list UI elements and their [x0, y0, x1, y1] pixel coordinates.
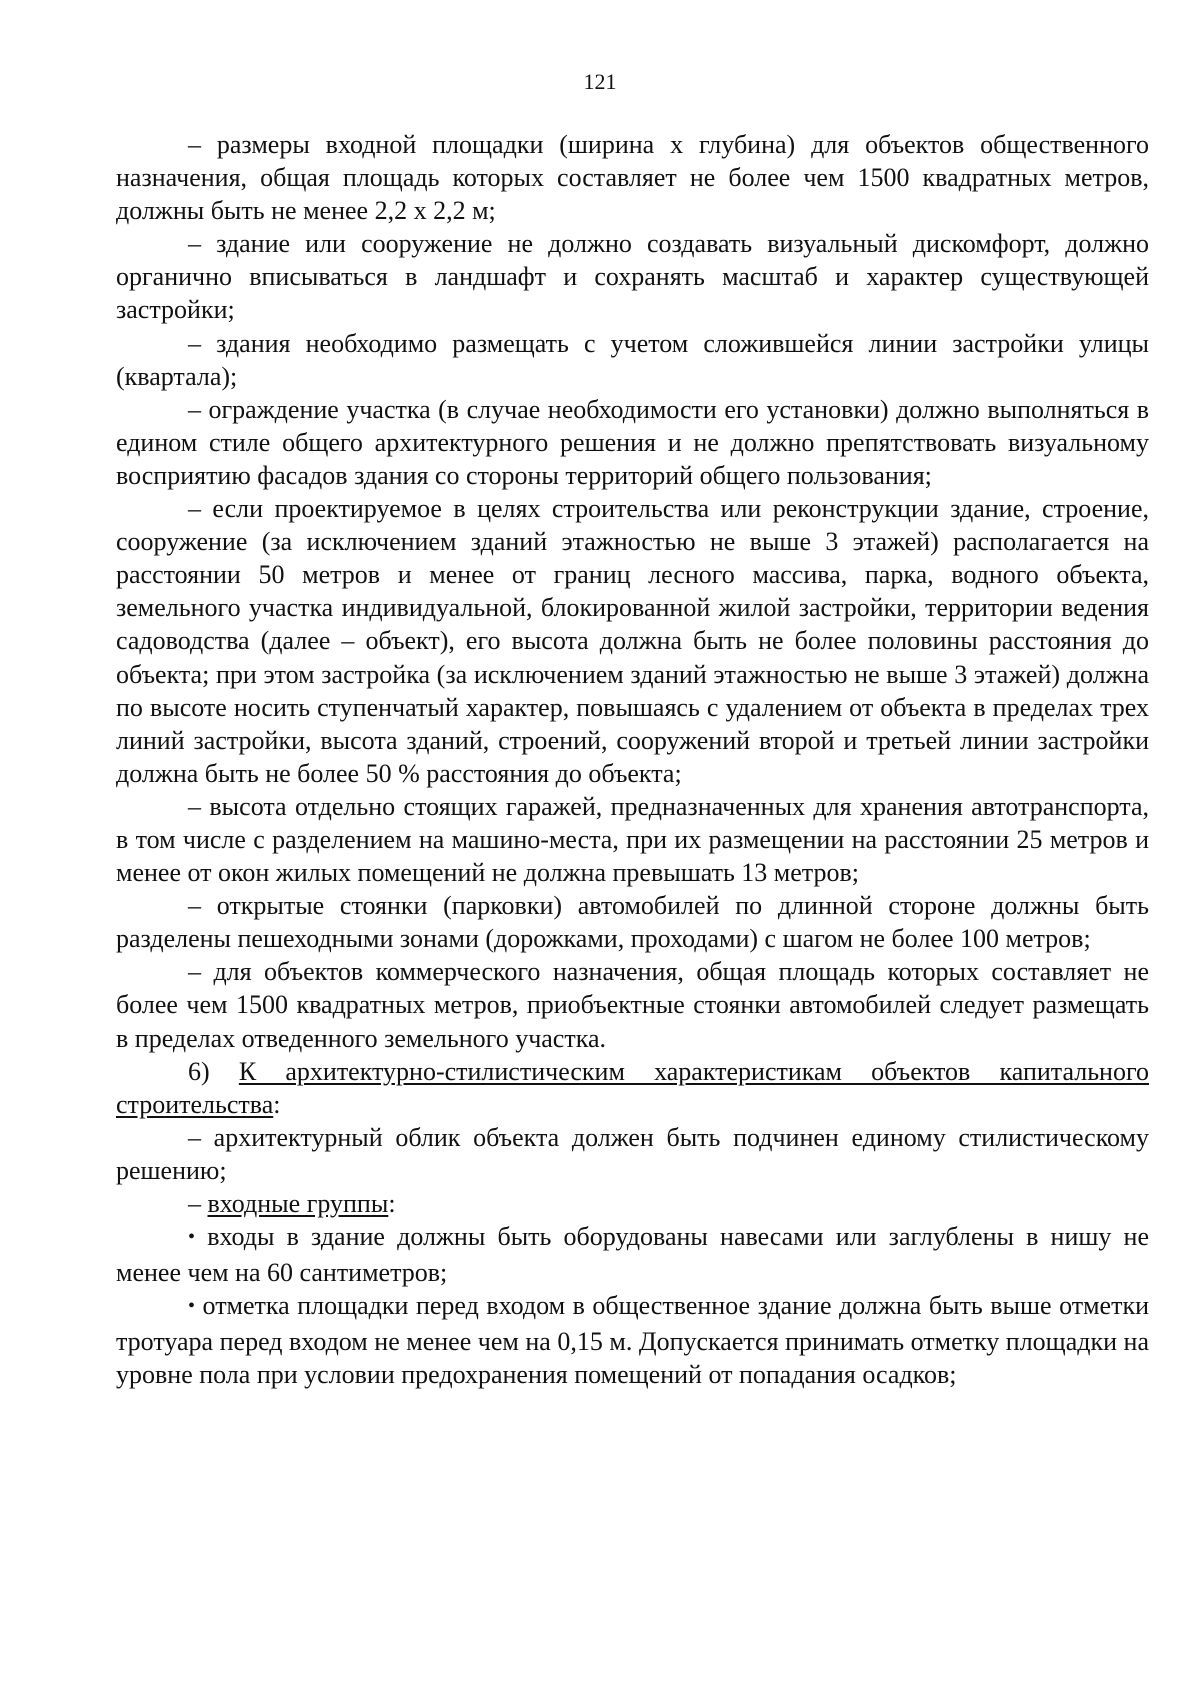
paragraph-fencing: – ограждение участка (в случае необходимости его установки) должно выполняться в едином стиле общего архитектурного решения и не должно препятствовать визуальному восприятию фасадов здания со стороны территорий общего пользования;	[116, 394, 1149, 490]
bullet-icon: •	[188, 1295, 196, 1318]
section-6-colon: :	[273, 1089, 281, 1119]
paragraph-height-limit: – если проектируемое в целях строительства или реконструкции здание, строение, сооружение (за исключением зданий этажностью не выше 3 этажей) располагается на расстоянии 50 метров и менее от границ лесного массива, парка, водного объекта, земельного участка индивидуальной, блокированной жилой застройки, территории ведения садоводства (далее – объект), его высота должна быть не более половины расстояния до объекта; при этом застройка (за исключением зданий этажностью не выше 3 этажей) должна по высоте носить ступенчатый характер, повышаясь с удалением от объекта в пределах трех линий застройки, высота зданий, строений, сооружений второй и третьей линии застройки должна быть не более 50 % расстояния до объекта;	[116, 494, 1149, 788]
bullet-item-canopies	[116, 1220, 1149, 1289]
bullet-item-platform-level	[116, 1289, 1149, 1391]
paragraph-commercial-parking: – для объектов коммерческого назначения, общая площадь которых составляет не более чем 1500 квадратных метров, приобъектные стоянки автомобилей следует размещать в пределах отведенного земельного участка.	[116, 957, 1149, 1053]
section-6-title: К архитектурно-стилистическим характеристикам объектов капитального строительства	[116, 1056, 1149, 1119]
section-6-number: 6)	[188, 1056, 239, 1086]
page-number: 121	[583, 69, 617, 94]
section-6-heading	[116, 1055, 1149, 1121]
paragraph-visual-comfort: – здание или сооружение не должно создавать визуальный дискомфорт, должно органично вписываться в ландшафт и сохранять масштаб и характер существующей застройки;	[116, 229, 1149, 325]
paragraph-garages: – высота отдельно стоящих гаражей, предназначенных для хранения автотранспорта, в том числе с разделением на машино-места, при их размещении на расстоянии 25 метров и менее от окон жилых помещений не должна превышать 13 метров;	[116, 791, 1149, 888]
bullet-icon: •	[188, 1226, 196, 1249]
paragraph-architectural-style: – архитектурный облик объекта должен быть подчинен единому стилистическому решению;	[116, 1122, 1149, 1185]
entrance-groups-title: входные группы	[207, 1189, 389, 1218]
paragraph-entrance-size: – размеры входной площадки (ширина х глубина) для объектов общественного назначения, общая площадь которых составляет не более чем 1500 квадратных метров, должны быть не менее 2,2 х 2,2 м;	[116, 130, 1149, 226]
bullet-text: отметка площадки перед входом в общественное здание должна быть выше отметки тротуара перед входом не менее чем на 0,15 м. Допускается принимать отметку площадки на уровне пола при условии предохранения помещений от попадания осадков;	[116, 1291, 1149, 1390]
entrance-groups-heading	[116, 1187, 1149, 1220]
bullet-text: входы в здание должны быть оборудованы навесами или заглублены в нишу не менее чем на 60 сантиметров;	[116, 1222, 1150, 1288]
document-body	[116, 128, 1149, 1392]
paragraph-parking: – открытые стоянки (парковки) автомобилей по длинной стороне должны быть разделены пешеходными зонами (дорожками, проходами) с шагом не более 100 метров;	[116, 891, 1149, 954]
paragraph-building-line: – здания необходимо размещать с учетом сложившейся линии застройки улицы (квартала);	[116, 328, 1149, 391]
entrance-colon: :	[388, 1189, 396, 1218]
entrance-dash: –	[188, 1189, 208, 1218]
